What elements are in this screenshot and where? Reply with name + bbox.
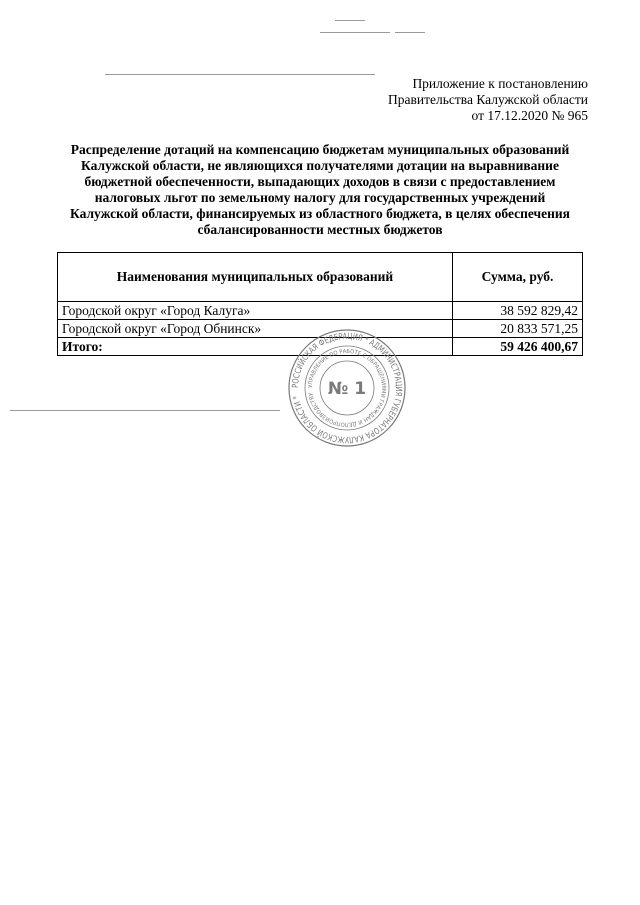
municipality-name: Городской округ «Город Калуга» [58, 302, 453, 320]
document-title [55, 142, 585, 238]
seal-outer-text: РОССИЙСКАЯ ФЕДЕРАЦИЯ * АДМИНИСТРАЦИЯ ГУБЕРНАТОРА КАЛУЖСКОЙ ОБЛАСТИ * [290, 331, 404, 445]
municipality-name: Городской округ «Город Обнинск» [58, 320, 453, 338]
amount-cell: 38 592 829,42 [453, 302, 583, 320]
total-amount: 59 426 400,67 [453, 338, 583, 356]
appendix-block [388, 76, 588, 124]
appendix-line: Приложение к постановлению [412, 76, 588, 91]
seal-inner-text: УПРАВЛЕНИЕ ПО РАБОТЕ С ОБРАЩЕНИЯМИ ГРАЖДАН И ДЕЛОПРОИЗВОДСТВУ [307, 348, 387, 428]
column-header-amount: Сумма, руб. [453, 253, 583, 302]
total-label: Итого: [58, 338, 453, 356]
title-line: налоговых льгот по земельному налогу для государственных учреждений [94, 190, 546, 205]
table-header-row [58, 253, 583, 302]
appendix-line: Правительства Калужской области [387, 92, 588, 107]
table-row [58, 302, 583, 320]
scan-artifact-line [10, 410, 280, 411]
appendix-line: от 17.12.2020 № 965 [471, 108, 588, 123]
scan-artifact-line [320, 32, 390, 33]
column-header-name: Наименования муниципальных образований [58, 253, 453, 302]
seal-number: № 1 [327, 379, 367, 399]
official-seal-stamp [287, 328, 407, 448]
title-line: Распределение дотаций на компенсацию бюджетам муниципальных образований [70, 142, 570, 157]
title-line: бюджетной обеспеченности, выпадающих доходов в связи с предоставлением [84, 174, 556, 189]
title-line: Калужской области, не являющихся получателями дотации на выравнивание [81, 158, 559, 173]
title-line: сбалансированности местных бюджетов [197, 222, 443, 237]
amount-cell: 20 833 571,25 [453, 320, 583, 338]
title-line: Калужской области, финансируемых из областного бюджета, в целях обеспечения [70, 206, 570, 221]
scan-artifact-line [105, 74, 375, 75]
scan-artifact-line [335, 20, 365, 21]
scan-artifact-line [395, 32, 425, 33]
